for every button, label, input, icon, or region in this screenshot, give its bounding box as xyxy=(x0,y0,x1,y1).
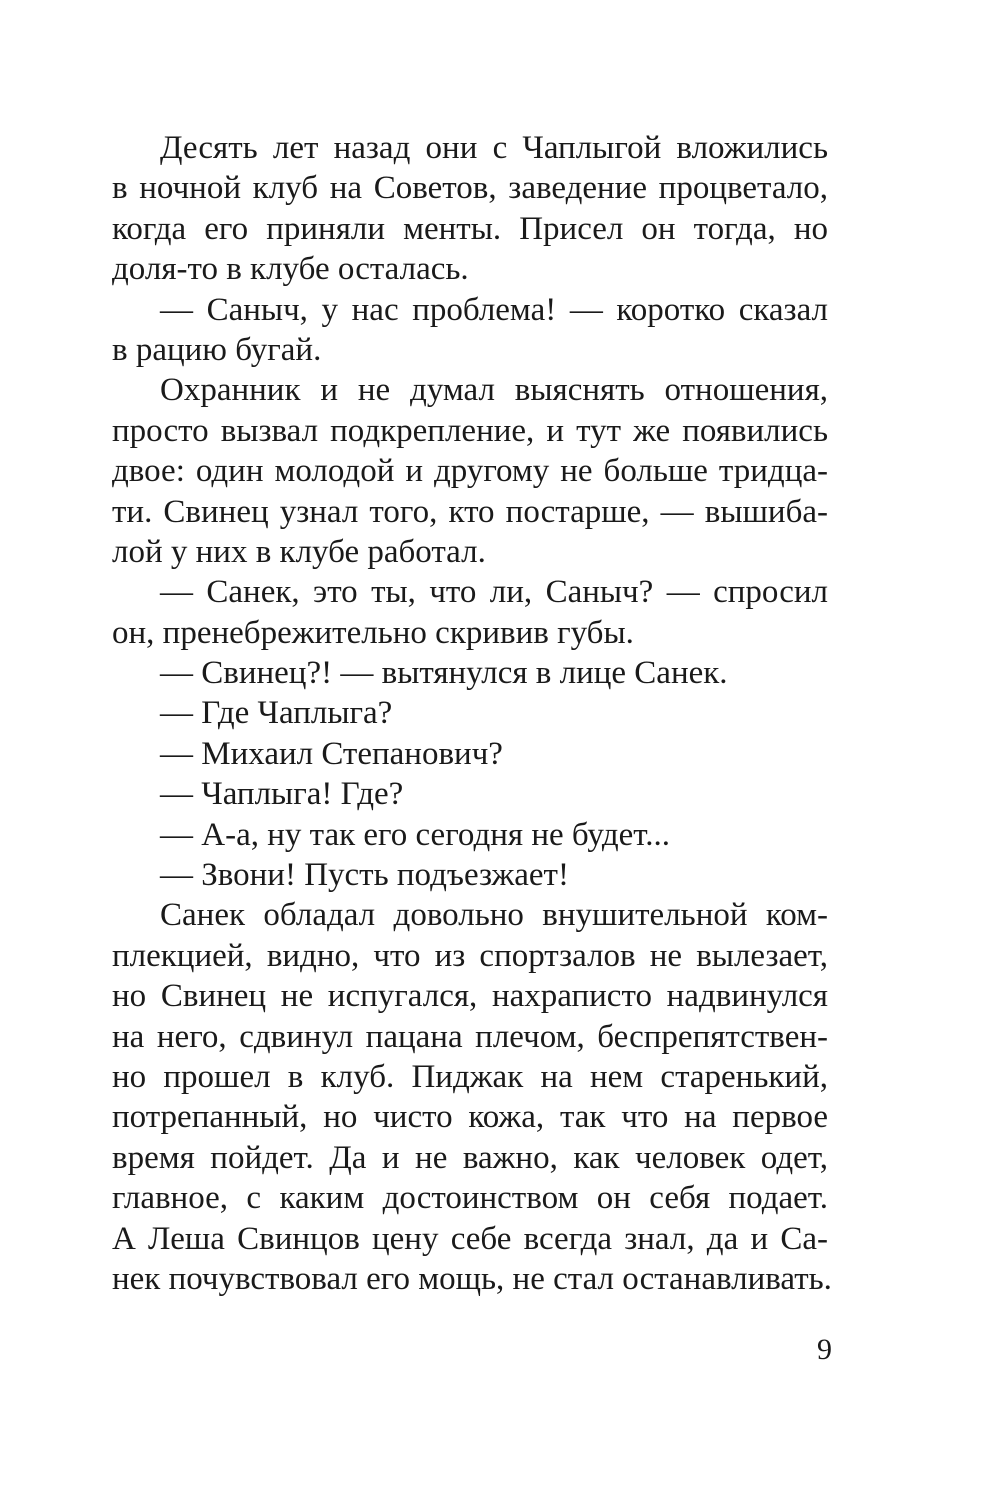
text-line: потрепанный, но чисто кожа, так что на первое xyxy=(112,1099,828,1136)
text-line: плекцией, видно, что из спортзалов не вылезает, xyxy=(112,937,828,974)
text-line: время пойдет. Да и не важно, как человек одет, xyxy=(112,1139,828,1176)
text-line: — А-а, ну так его сегодня не будет... xyxy=(160,816,670,853)
text-line: просто вызвал подкрепление, и тут же появились xyxy=(112,412,828,449)
text-line: — Где Чаплыга? xyxy=(160,695,393,732)
text-line: в рацию бугай. xyxy=(112,331,322,368)
text-line: на него, сдвинул пацана плечом, беспрепятствен- xyxy=(112,1018,828,1055)
text-line: — Санек, это ты, что ли, Саныч? — спросил xyxy=(160,574,828,611)
text-line: нек почувствовал его мощь, не стал останавливать. xyxy=(112,1260,832,1297)
text-line: — Свинец?! — вытянулся в лице Санек. xyxy=(160,655,728,692)
text-line: Охранник и не думал выяснять отношения, xyxy=(160,372,828,409)
text-line: но прошел в клуб. Пиджак на нем старенький, xyxy=(112,1058,828,1095)
text-line: ти. Свинец узнал того, кто постарше, — вышиба- xyxy=(112,493,828,530)
text-line: — Михаил Степанович? xyxy=(160,735,503,772)
text-line: — Саныч, у нас проблема! — коротко сказал xyxy=(160,291,828,328)
text-line: — Чаплыга! Где? xyxy=(160,776,404,813)
page-number: 9 xyxy=(817,1333,832,1366)
text-line: лой у них в клубе работал. xyxy=(112,533,486,570)
text-line: главное, с каким достоинством он себя подает. xyxy=(112,1180,828,1217)
body-text xyxy=(112,128,832,1299)
text-line: в ночной клуб на Советов, заведение процветало, xyxy=(112,170,828,207)
text-line: когда его приняли менты. Присел он тогда, но xyxy=(112,210,828,247)
text-line: Санек обладал довольно внушительной ком- xyxy=(160,897,828,934)
text-line: доля-то в клубе осталась. xyxy=(112,251,469,288)
text-line: А Леша Свинцов цену себе всегда знал, да и Са- xyxy=(112,1220,828,1257)
text-line: но Свинец не испугался, нахраписто надвинулся xyxy=(112,978,828,1015)
text-line: двое: один молодой и другому не больше тридца- xyxy=(112,453,828,490)
text-line: — Звони! Пусть подъезжает! xyxy=(160,857,569,894)
text-line: он, пренебрежительно скривив губы. xyxy=(112,614,634,651)
text-line: Десять лет назад они с Чаплыгой вложились xyxy=(160,130,828,166)
